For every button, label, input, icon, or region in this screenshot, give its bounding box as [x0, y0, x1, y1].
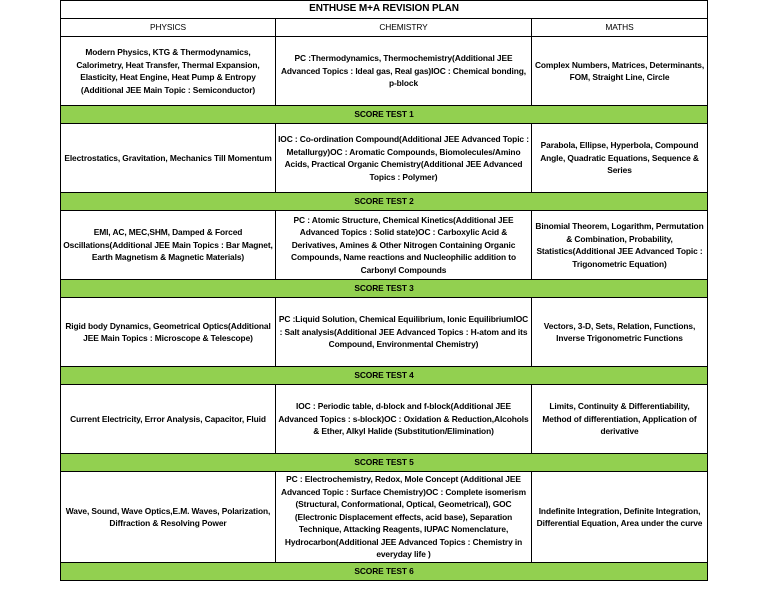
chemistry-cell[interactable]: IOC : Periodic table, d-block and f-block(Additional JEE Advanced Topics : s-block)OC : Oxidation & Reduction,Alcohols & Ether, Alkyl Halide (Substitution/Elimination) — [276, 385, 532, 454]
physics-cell[interactable]: Current Electricity, Error Analysis, Capacitor, Fluid — [61, 385, 276, 454]
maths-cell[interactable]: Vectors, 3-D, Sets, Relation, Functions, Inverse Trigonometric Functions — [532, 298, 708, 367]
physics-cell[interactable]: EMI, AC, MEC,SHM, Damped & Forced Oscillations(Additional JEE Main Topics : Bar Magnet, Earth Magnetism & Magnetic Materials) — [61, 211, 276, 280]
table-row — [61, 37, 708, 106]
chemistry-cell[interactable]: PC : Electrochemistry, Redox, Mole Concept (Additional JEE Advanced Topic : Surface Chemistry)OC : Complete isomerism (Structural, Conformational, Optical, Geometrical), GOC (Electronic Displacement effects, acid base), Separation Technique, Attacking Reagents, IUPAC Nomenclature, Hydrocarbon(Additional JEE Advanced Topics : Chemistry in everyday life ) — [276, 472, 532, 563]
header-physics[interactable]: PHYSICS — [61, 19, 276, 37]
score-test-label[interactable]: SCORE TEST 2 — [61, 193, 708, 211]
score-test-label[interactable]: SCORE TEST 4 — [61, 367, 708, 385]
score-test-row — [61, 280, 708, 298]
score-test-row — [61, 367, 708, 385]
chemistry-cell[interactable]: PC :Thermodynamics, Thermochemistry(Additional JEE Advanced Topics : Ideal gas, Real gas)IOC : Chemical bonding, p-block — [276, 37, 532, 106]
chemistry-cell[interactable]: PC : Atomic Structure, Chemical Kinetics(Additional JEE Advanced Topics : Solid state)OC : Carboxylic Acid & Derivatives, Amines & Other Nitrogen Containing Organic Compounds, Name reactions and Nucleophilic addition to Carbonyl Compounds — [276, 211, 532, 280]
title-row — [61, 1, 708, 19]
score-test-label[interactable]: SCORE TEST 5 — [61, 454, 708, 472]
maths-cell[interactable]: Parabola, Ellipse, Hyperbola, Compound Angle, Quadratic Equations, Sequence & Series — [532, 124, 708, 193]
revision-plan-table — [60, 0, 708, 581]
score-test-row — [61, 106, 708, 124]
physics-cell[interactable]: Modern Physics, KTG & Thermodynamics, Calorimetry, Heat Transfer, Thermal Expansion, Elasticity, Heat Engine, Heat Pump & Entropy (Additional JEE Main Topic : Semiconductor) — [61, 37, 276, 106]
table-row — [61, 298, 708, 367]
chemistry-cell[interactable]: IOC : Co-ordination Compound(Additional JEE Advanced Topic : Metallurgy)OC : Aromatic Compounds, Biomolecules/Amino Acids, Practical Organic Chemistry(Additional JEE Advanced Topics : Polymer) — [276, 124, 532, 193]
physics-cell[interactable]: Rigid body Dynamics, Geometrical Optics(Additional JEE Main Topics : Microscope & Telescope) — [61, 298, 276, 367]
maths-cell[interactable]: Limits, Continuity & Differentiability, Method of differentiation, Application of derivative — [532, 385, 708, 454]
score-test-label[interactable]: SCORE TEST 6 — [61, 563, 708, 581]
table-row — [61, 211, 708, 280]
chemistry-cell[interactable]: PC :Liquid Solution, Chemical Equilibrium, Ionic EquilibriumIOC : Salt analysis(Additional JEE Advanced Topics : H-atom and its Compound, Environmental Chemistry) — [276, 298, 532, 367]
header-row — [61, 19, 708, 37]
table-row — [61, 124, 708, 193]
revision-plan-sheet — [60, 0, 707, 581]
header-maths[interactable]: MATHS — [532, 19, 708, 37]
physics-cell[interactable]: Wave, Sound, Wave Optics,E.M. Waves, Polarization, Diffraction & Resolving Power — [61, 472, 276, 563]
score-test-row — [61, 193, 708, 211]
sheet-title[interactable]: ENTHUSE M+A REVISION PLAN — [61, 1, 708, 19]
score-test-label[interactable]: SCORE TEST 3 — [61, 280, 708, 298]
maths-cell[interactable]: Binomial Theorem, Logarithm, Permutation & Combination, Probability, Statistics(Additional JEE Advanced Topic : Trigonometric Equation) — [532, 211, 708, 280]
table-row — [61, 385, 708, 454]
score-test-row — [61, 563, 708, 581]
maths-cell[interactable]: Indefinite Integration, Definite Integration, Differential Equation, Area under the curve — [532, 472, 708, 563]
score-test-row — [61, 454, 708, 472]
score-test-label[interactable]: SCORE TEST 1 — [61, 106, 708, 124]
header-chemistry[interactable]: CHEMISTRY — [276, 19, 532, 37]
maths-cell[interactable]: Complex Numbers, Matrices, Determinants, FOM, Straight Line, Circle — [532, 37, 708, 106]
physics-cell[interactable]: Electrostatics, Gravitation, Mechanics Till Momentum — [61, 124, 276, 193]
table-row — [61, 472, 708, 563]
